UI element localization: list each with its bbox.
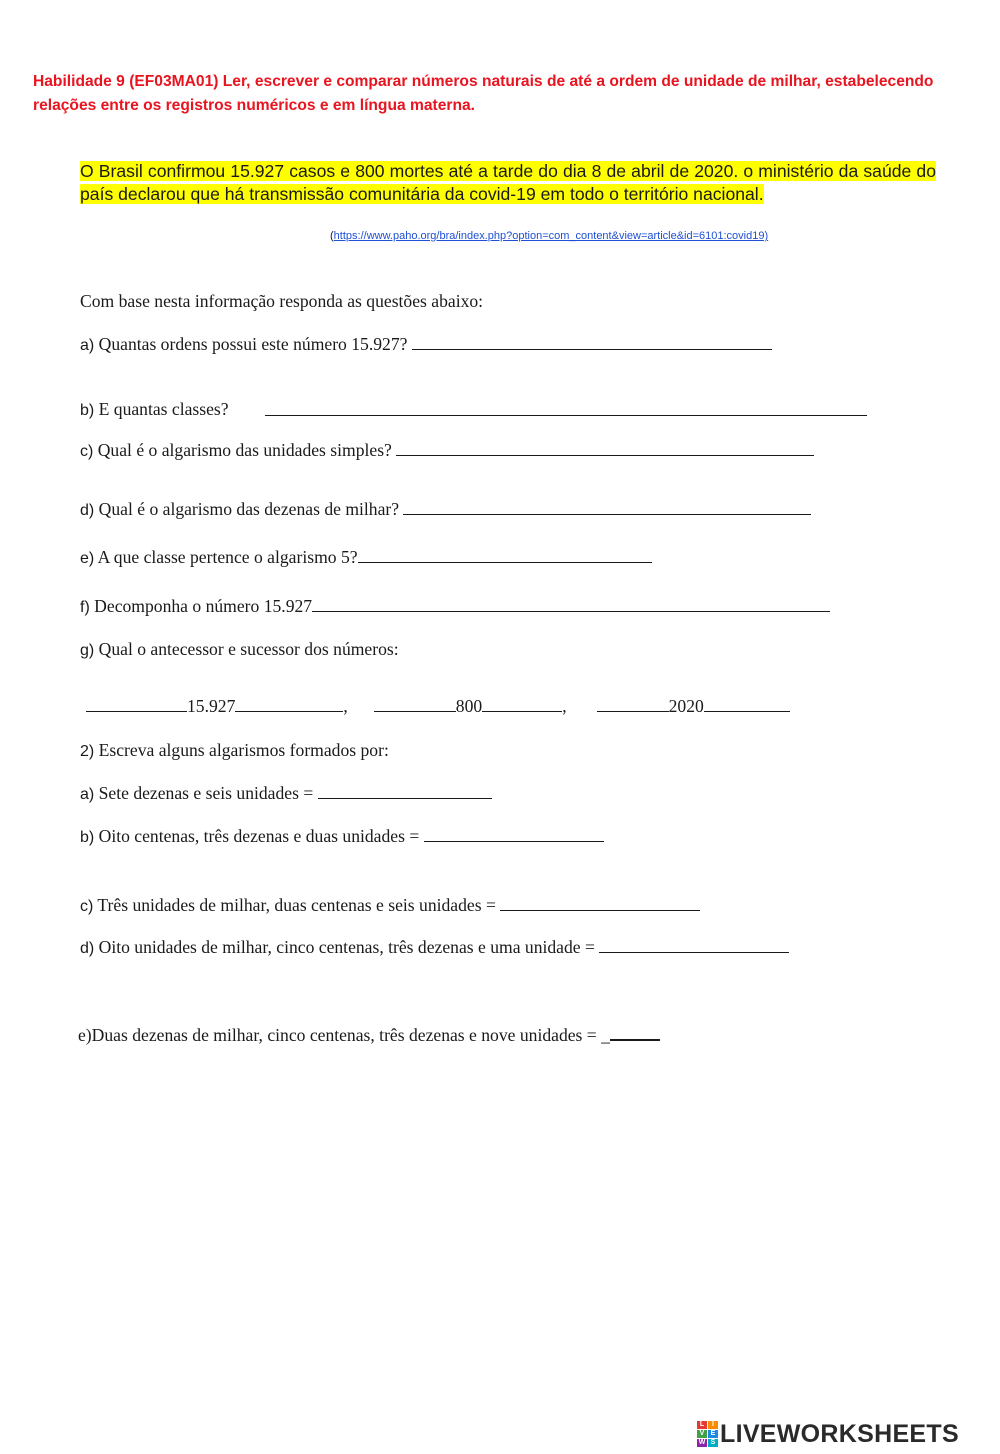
- separator-2: ,: [562, 696, 567, 716]
- answer-e-blank[interactable]: [358, 545, 652, 563]
- passage-text: O Brasil confirmou 15.927 casos e 800 mortes até a tarde do dia 8 de abril de 2020. o ministério da saúde do país declarou que há transmissão comunitária da covid-19 em todo o território nacional.: [80, 161, 936, 204]
- answer-d-blank[interactable]: [403, 497, 811, 515]
- section-2-item-a: [80, 781, 492, 806]
- intro-text: Com base nesta informação responda as questões abaixo:: [80, 291, 484, 311]
- section-2-item-b: [80, 824, 604, 849]
- question-e-letter: e): [80, 550, 95, 567]
- sucessor-1-blank[interactable]: [235, 694, 343, 712]
- source-paren: (: [330, 230, 334, 242]
- question-a-text: Quantas ordens possui este número 15.927?: [94, 334, 412, 354]
- number-15927: 15.927: [187, 696, 236, 716]
- question-b: [80, 398, 229, 422]
- item-c-text: Três unidades de milhar, duas centenas e seis unidades =: [93, 895, 501, 915]
- source-citation: [330, 230, 768, 242]
- question-c-letter: c): [80, 443, 94, 460]
- item-c-letter: c): [80, 898, 94, 915]
- logo-tile-3: V: [697, 1430, 707, 1438]
- question-g-letter: g): [80, 642, 95, 659]
- separator-1: ,: [343, 696, 348, 716]
- answer-a-blank[interactable]: [412, 332, 772, 350]
- liveworksheets-logo: [697, 1419, 959, 1449]
- item-c-blank[interactable]: [500, 893, 700, 911]
- question-b-letter: b): [80, 402, 95, 419]
- source-link[interactable]: https://www.paho.org/bra/index.php?option=com_content&view=article&id=6101:covid19): [333, 230, 769, 242]
- sucessor-2-blank[interactable]: [482, 694, 562, 712]
- section-2-number: 2): [80, 743, 95, 760]
- item-a-letter: a): [80, 786, 95, 803]
- logo-tile-4: E: [708, 1430, 718, 1438]
- question-e-text: A que classe pertence o algarismo 5?: [94, 547, 358, 567]
- logo-tile-6: S: [708, 1439, 718, 1447]
- section-2-title: [80, 739, 389, 763]
- section-2-item-c: [80, 893, 700, 918]
- question-b-text: E quantas classes?: [94, 399, 229, 419]
- section-2-item-e: [78, 1022, 660, 1046]
- question-g: [80, 638, 399, 662]
- item-e-text: e)Duas dezenas de milhar, cinco centenas, três dezenas e nove unidades = _: [78, 1025, 610, 1045]
- numbers-row: [86, 694, 790, 717]
- question-a-letter: a): [80, 337, 95, 354]
- item-b-letter: b): [80, 829, 95, 846]
- item-d-text: Oito unidades de milhar, cinco centenas, três dezenas e uma unidade =: [94, 937, 600, 957]
- sucessor-3-blank[interactable]: [704, 694, 790, 712]
- number-2020: 2020: [668, 696, 704, 716]
- logo-tile-5: W: [698, 1439, 706, 1446]
- question-c-text: Qual é o algarismo das unidades simples?: [93, 440, 397, 460]
- skill-header: Habilidade 9 (EF03MA01) Ler, escrever e comparar números naturais de até a ordem de unidade de milhar, estabelecendo relações entre os registros numéricos e em língua materna.: [33, 73, 934, 114]
- antecessor-3-blank[interactable]: [597, 694, 669, 712]
- question-f-letter: f): [80, 599, 90, 616]
- section-2-item-d: [80, 935, 789, 960]
- item-a-blank[interactable]: [318, 781, 492, 799]
- answer-b-blank[interactable]: [265, 398, 867, 416]
- question-d: [80, 497, 811, 522]
- question-e: [80, 545, 652, 570]
- item-b-blank[interactable]: [424, 824, 604, 842]
- antecessor-1-blank[interactable]: [86, 694, 187, 712]
- item-b-text: Oito centenas, três dezenas e duas unidades =: [94, 826, 424, 846]
- answer-f-blank[interactable]: [312, 594, 830, 612]
- question-f: [80, 594, 830, 619]
- section-2-text: Escreva alguns algarismos formados por:: [94, 740, 389, 760]
- logo-mark-icon: [697, 1421, 717, 1447]
- antecessor-2-blank[interactable]: [374, 694, 456, 712]
- answer-c-blank[interactable]: [396, 438, 814, 456]
- question-d-text: Qual é o algarismo das dezenas de milhar?: [94, 499, 404, 519]
- question-f-text: Decomponha o número 15.927: [89, 596, 313, 616]
- question-g-text: Qual o antecessor e sucessor dos números:: [94, 639, 399, 659]
- item-e-blank[interactable]: [610, 1022, 660, 1041]
- logo-tile-1: L: [697, 1421, 707, 1429]
- item-d-blank[interactable]: [599, 935, 789, 953]
- question-d-letter: d): [80, 502, 95, 519]
- item-d-letter: d): [80, 940, 95, 957]
- number-800: 800: [455, 696, 483, 716]
- question-c: [80, 438, 814, 463]
- question-a: [80, 332, 772, 357]
- news-passage: [80, 160, 936, 206]
- brand-name: LIVEWORKSHEETS: [720, 1419, 959, 1448]
- item-a-text: Sete dezenas e seis unidades =: [94, 783, 318, 803]
- logo-tile-2: I: [708, 1421, 718, 1429]
